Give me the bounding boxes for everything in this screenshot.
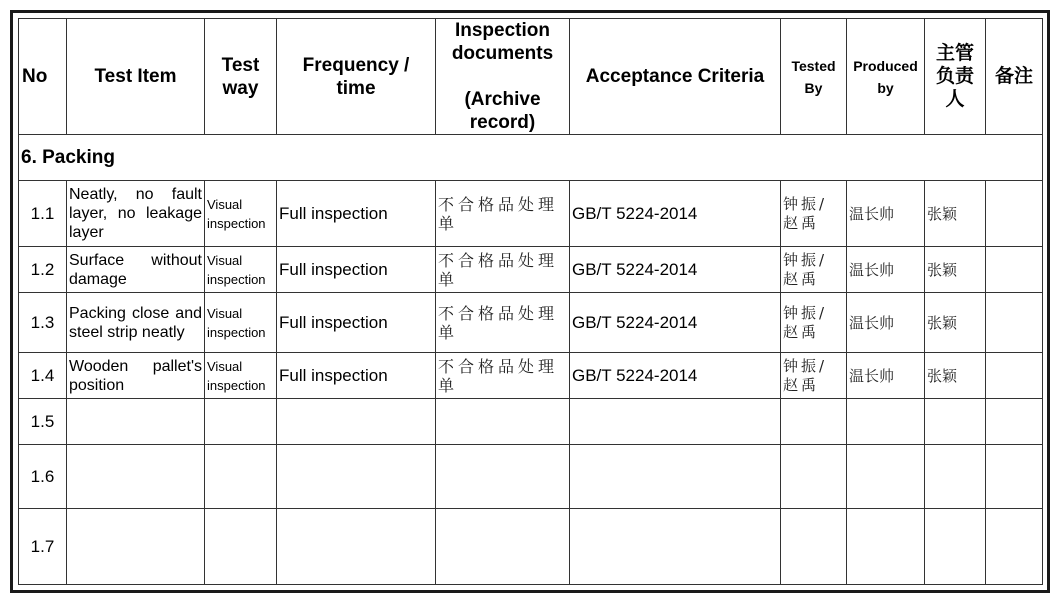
row-tested-by: 钟振/赵禹 xyxy=(781,353,847,399)
header-no: No xyxy=(19,19,67,135)
header-supervisor: 主管 负责 人 xyxy=(925,19,986,135)
header-tested-by: Tested By xyxy=(781,19,847,135)
row-supervisor xyxy=(925,509,986,585)
inspection-table xyxy=(18,18,1043,585)
row-remarks xyxy=(986,353,1043,399)
row-produced-by: 温长帅 xyxy=(847,353,925,399)
row-supervisor: 张颖 xyxy=(925,247,986,293)
row-produced-by: 温长帅 xyxy=(847,181,925,247)
row-criteria: GB/T 5224-2014 xyxy=(570,353,781,399)
row-supervisor: 张颖 xyxy=(925,181,986,247)
row-frequency: Full inspection xyxy=(277,181,436,247)
row-produced-by: 温长帅 xyxy=(847,293,925,353)
row-tested-by: 钟振/赵禹 xyxy=(781,247,847,293)
row-no: 1.4 xyxy=(19,353,67,399)
row-remarks xyxy=(986,247,1043,293)
row-produced-by: 温长帅 xyxy=(847,247,925,293)
row-test-item xyxy=(67,445,205,509)
row-test-item xyxy=(67,509,205,585)
row-frequency xyxy=(277,399,436,445)
row-frequency: Full inspection xyxy=(277,293,436,353)
row-supervisor xyxy=(925,399,986,445)
row-frequency xyxy=(277,509,436,585)
row-no: 1.3 xyxy=(19,293,67,353)
row-test-way xyxy=(205,445,277,509)
row-frequency: Full inspection xyxy=(277,247,436,293)
row-inspection-doc: 不合格品处理单 xyxy=(436,247,570,293)
header-acceptance-criteria: Acceptance Criteria xyxy=(570,19,781,135)
header-frequency: Frequency / time xyxy=(277,19,436,135)
table-row xyxy=(19,399,1043,445)
table-row xyxy=(19,181,1043,247)
row-criteria: GB/T 5224-2014 xyxy=(570,293,781,353)
row-no: 1.5 xyxy=(19,399,67,445)
row-test-item: Surface without damage xyxy=(67,247,205,293)
row-produced-by xyxy=(847,399,925,445)
row-criteria xyxy=(570,445,781,509)
row-test-way xyxy=(205,399,277,445)
row-inspection-doc: 不合格品处理单 xyxy=(436,293,570,353)
row-test-way: Visual inspection xyxy=(205,353,277,399)
row-frequency: Full inspection xyxy=(277,353,436,399)
row-criteria: GB/T 5224-2014 xyxy=(570,181,781,247)
row-produced-by xyxy=(847,445,925,509)
row-tested-by xyxy=(781,399,847,445)
row-supervisor: 张颖 xyxy=(925,293,986,353)
row-test-item xyxy=(67,399,205,445)
header-test-item: Test Item xyxy=(67,19,205,135)
row-test-way: Visual inspection xyxy=(205,247,277,293)
row-tested-by: 钟振/赵禹 xyxy=(781,181,847,247)
table-row xyxy=(19,293,1043,353)
row-remarks xyxy=(986,445,1043,509)
row-no: 1.1 xyxy=(19,181,67,247)
row-criteria: GB/T 5224-2014 xyxy=(570,247,781,293)
header-produced-by: Produced by xyxy=(847,19,925,135)
row-produced-by xyxy=(847,509,925,585)
header-row xyxy=(19,19,1043,135)
row-no: 1.7 xyxy=(19,509,67,585)
row-inspection-doc xyxy=(436,445,570,509)
header-test-way: Test way xyxy=(205,19,277,135)
row-supervisor: 张颖 xyxy=(925,353,986,399)
header-remarks: 备注 xyxy=(986,19,1043,135)
table-row xyxy=(19,353,1043,399)
row-criteria xyxy=(570,509,781,585)
row-inspection-doc: 不合格品处理单 xyxy=(436,353,570,399)
row-tested-by xyxy=(781,509,847,585)
row-inspection-doc xyxy=(436,399,570,445)
section-title: 6. Packing xyxy=(19,135,1043,181)
header-inspection-documents: Inspection documents (Archive record) xyxy=(436,19,570,135)
row-test-item: Neatly, no fault layer, no leakage layer xyxy=(67,181,205,247)
section-row xyxy=(19,135,1043,181)
row-test-way: Visual inspection xyxy=(205,181,277,247)
row-remarks xyxy=(986,399,1043,445)
row-tested-by xyxy=(781,445,847,509)
row-remarks xyxy=(986,181,1043,247)
table-row xyxy=(19,247,1043,293)
row-inspection-doc xyxy=(436,509,570,585)
row-remarks xyxy=(986,293,1043,353)
row-frequency xyxy=(277,445,436,509)
table-body xyxy=(19,135,1043,585)
row-test-way: Visual inspection xyxy=(205,293,277,353)
row-test-item: Wooden pallet's position xyxy=(67,353,205,399)
table-row xyxy=(19,509,1043,585)
table-row xyxy=(19,445,1043,509)
row-test-way xyxy=(205,509,277,585)
row-test-item: Packing close and steel strip neatly xyxy=(67,293,205,353)
document-frame xyxy=(10,10,1050,593)
row-remarks xyxy=(986,509,1043,585)
row-inspection-doc: 不合格品处理单 xyxy=(436,181,570,247)
row-supervisor xyxy=(925,445,986,509)
row-no: 1.6 xyxy=(19,445,67,509)
row-no: 1.2 xyxy=(19,247,67,293)
row-criteria xyxy=(570,399,781,445)
row-tested-by: 钟振/赵禹 xyxy=(781,293,847,353)
